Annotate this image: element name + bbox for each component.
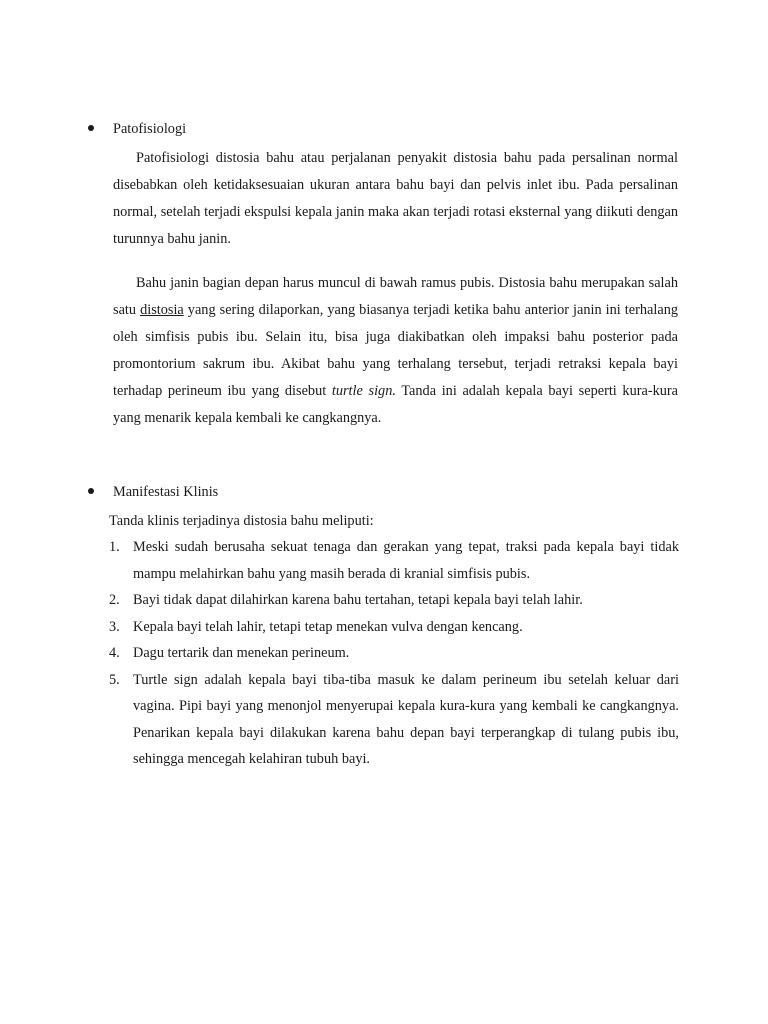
list-number: 3. [109,618,120,635]
list-number: 4. [109,645,120,661]
list-item-text: Kepala bayi telah lahir, tetapi tetap menekan vulva dengan kencang. [133,618,523,635]
paragraph-text: Bahu janin bagian depan harus muncul di bawah ramus pubis. Distosia bahu merupakan salah satu [113,275,678,318]
paragraph-patofisiologi-1: Patofisiologi distosia bahu atau perjalanan penyakit distosia bahu pada persalinan normal disebabkan oleh ketidaksesuaian ukuran antara bahu bayi dan pelvis inlet ibu. Pada persalinan normal, setelah terjadi ekspulsi kepala janin maka akan terjadi rotasi eksternal yang diikuti dengan turunnya bahu janin. [113,150,678,247]
paragraph-text: Tanda ini adalah kepala bayi seperti kura-kura yang menarik kepala kembali ke cangkangnya. [113,383,678,426]
list-number: 2. [109,592,120,608]
bullet-icon [88,125,94,131]
clinical-signs-list [109,534,679,773]
italic-term: turtle sign. [331,383,396,399]
list-item-text: Bayi tidak dapat dilahirkan karena bahu tertahan, tetapi kepala bayi telah lahir. [133,592,583,608]
paragraph-text: yang sering dilaporkan, yang biasanya terjadi ketika bahu anterior janin ini terhalang oleh simfisis pubis ibu. Selain itu, bisa juga diakibatkan oleh impaksi bahu posterior pada promontorium sakrum ibu. Akibat bahu yang terhalang tersebut, terjadi retraksi kepala bayi terhadap perineum ibu yang disebut [113,302,678,399]
list-item-text: Meski sudah berusaha sekuat tenaga dan gerakan yang tepat, traksi pada kepala bayi tidak mampu melahirkan bahu yang masih berada di kranial simfisis pubis. [133,539,679,582]
list-item [109,640,679,667]
list-number: 1. [109,539,120,555]
list-item-text: Turtle sign adalah kepala bayi tiba-tiba masuk ke dalam perineum ibu setelah keluar dari vagina. Pipi bayi yang menonjol menyerupai kepala kura-kura yang kembali ke cangkangnya. Penarikan kepala bayi dilakukan karena bahu depan bayi terperangkap di tulang pubis ibu, sehingga mencegah kelahiran tubuh bayi. [133,671,679,767]
list-number: 5. [109,671,120,688]
list-item [109,667,679,773]
list-item [109,587,679,614]
distosia-link[interactable]: distosia [140,302,184,318]
list-item [109,614,679,641]
list-intro: Tanda klinis terjadinya distosia bahu meliputi: [109,513,374,529]
paragraph-patofisiologi-2 [113,270,678,432]
list-item [109,534,679,587]
section-title: Manifestasi Klinis [113,484,219,500]
section-title: Patofisiologi [113,121,187,137]
bullet-icon [88,488,94,494]
list-item-text: Dagu tertarik dan menekan perineum. [133,645,350,661]
